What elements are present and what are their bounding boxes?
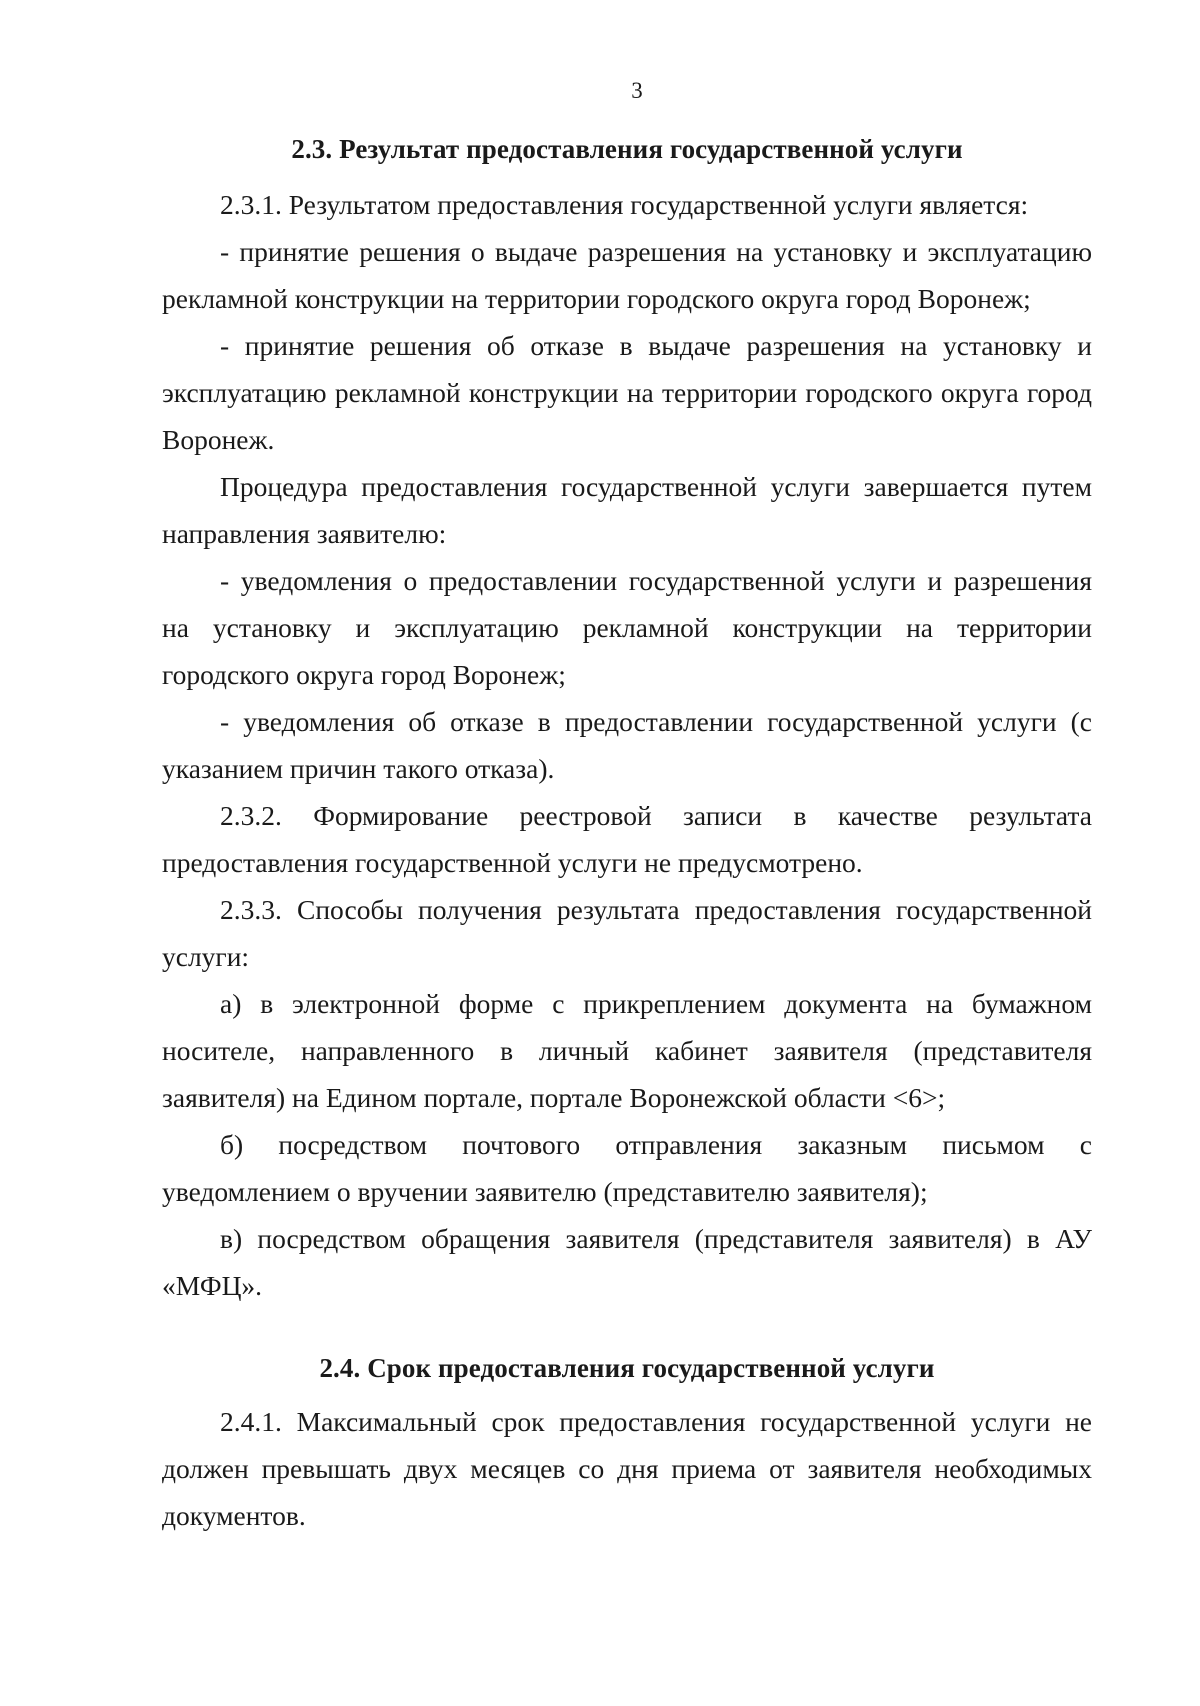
page-number: 3 bbox=[631, 78, 643, 103]
paragraph-method-c: в) посредством обращения заявителя (представителя заявителя) в АУ «МФЦ». bbox=[162, 1223, 1092, 1301]
paragraph-2-3-3: 2.3.3. Способы получения результата предоставления государственной услуги: bbox=[162, 894, 1092, 972]
paragraph-2-3-2: 2.3.2. Формирование реестровой записи в качестве результата предоставления государственной услуги не предусмотрено. bbox=[162, 800, 1092, 878]
paragraph-method-b: б) посредством почтового отправления заказным письмом с уведомлением о вручении заявителю (представителю заявителя); bbox=[162, 1129, 1092, 1207]
paragraph-procedure: Процедура предоставления государственной услуги завершается путем направления заявителю: bbox=[162, 471, 1092, 549]
paragraph-notice-grant: - уведомления о предоставлении государственной услуги и разрешения на установку и эксплуатацию рекламной конструкции на территории городского округа город Воронеж; bbox=[162, 565, 1092, 690]
paragraph-2-4-1: 2.4.1. Максимальный срок предоставления государственной услуги не должен превышать двух месяцев со дня приема от заявителя необходимых документов. bbox=[162, 1406, 1092, 1531]
paragraph-result-grant: - принятие решения о выдаче разрешения на установку и эксплуатацию рекламной конструкции на территории городского округа город Воронеж; bbox=[162, 236, 1092, 314]
paragraph-result-refusal: - принятие решения об отказе в выдаче разрешения на установку и эксплуатацию рекламной конструкции на территории городского округа город Воронеж. bbox=[162, 330, 1092, 455]
paragraph-2-3-1: 2.3.1. Результатом предоставления государственной услуги является: bbox=[220, 189, 1029, 220]
section-2-3-title: 2.3. Результат предоставления государственной услуги bbox=[291, 134, 963, 164]
section-2-4-title: 2.4. Срок предоставления государственной услуги bbox=[319, 1353, 935, 1383]
paragraph-notice-refusal: - уведомления об отказе в предоставлении государственной услуги (с указанием причин такого отказа). bbox=[162, 706, 1092, 784]
paragraph-method-a: а) в электронной форме с прикреплением документа на бумажном носителе, направленного в личный кабинет заявителя (представителя заявителя) на Едином портале, портале Воронежской области <6>; bbox=[162, 988, 1092, 1113]
